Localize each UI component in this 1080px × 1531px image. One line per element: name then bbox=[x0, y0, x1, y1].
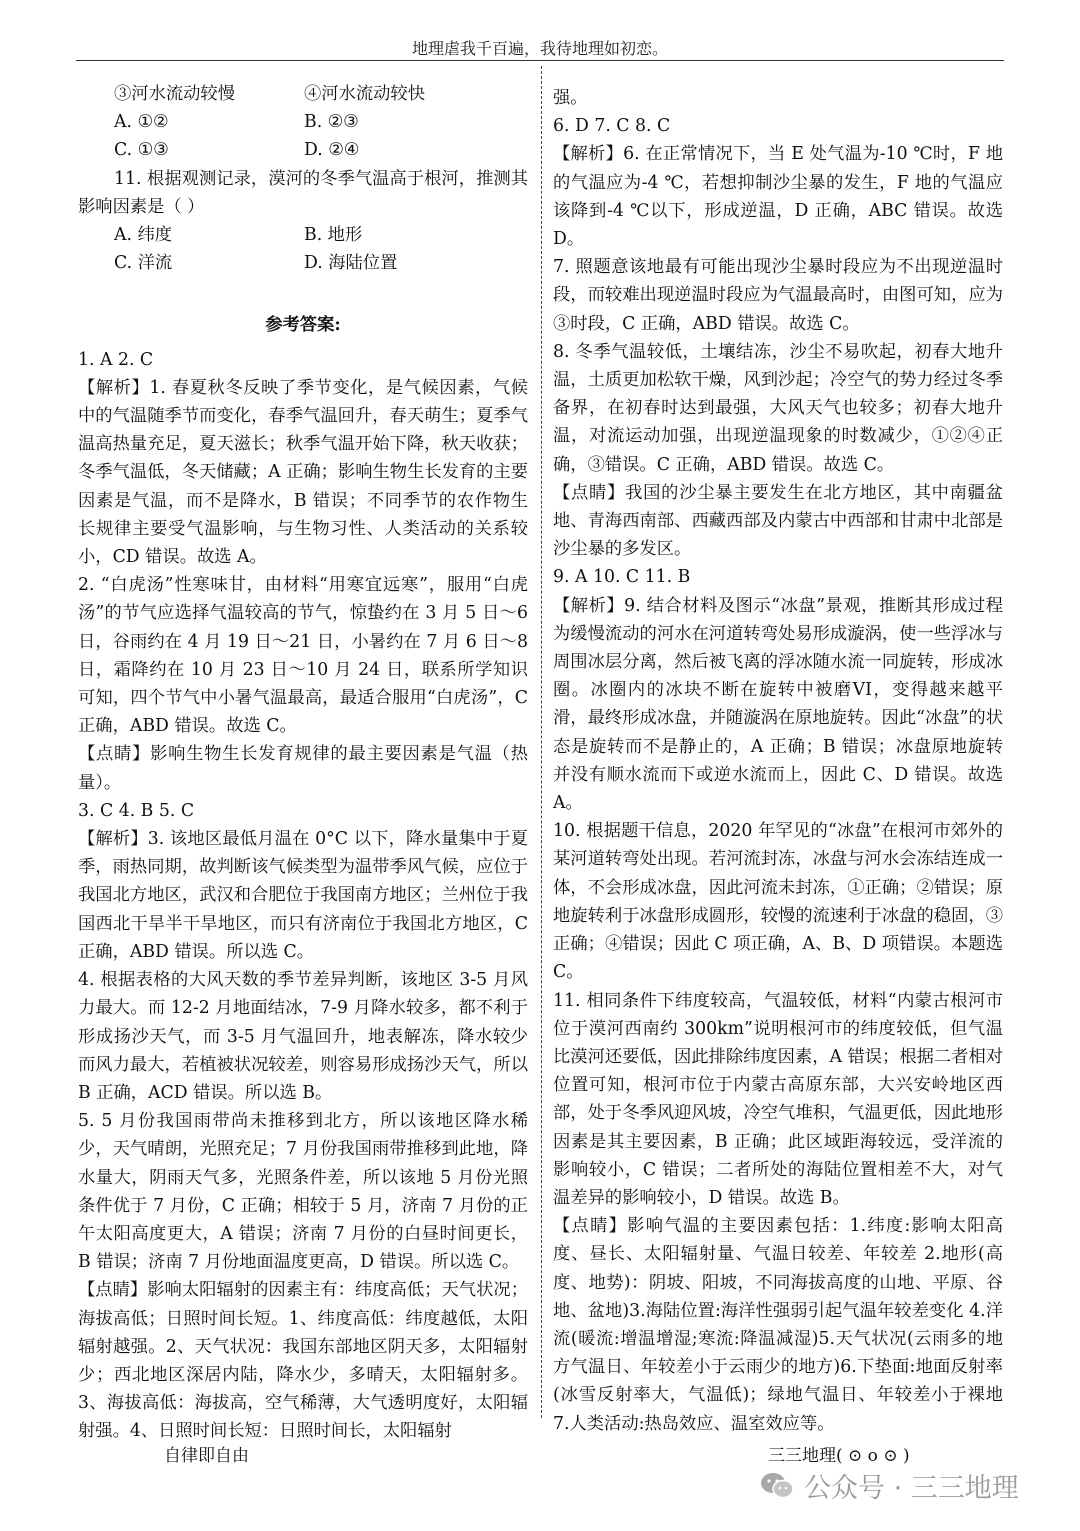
answer-para: 【点睛】影响气温的主要因素包括：1.纬度:影响太阳高度、昼长、太阳辐射量、气温日较差、年较差 2.地形(高度、地势)：阴坡、阳坡，不同海拔高度的山地、平原、谷地、盆地)3.海陆位置:海洋性强弱引起气温年较差变化 4.洋流(暖流:增温增湿;寒流:降温减湿)5.天气状况(云雨多的地方气温日、年较差小于云雨少的地方)6.下垫面:地面反射率(冰雪反射率大，气温低)；绿地气温日、年较差小于裸地 7.人类活动:热岛效应、温室效应等。 bbox=[553, 1216, 1003, 1434]
option: D. 海陆位置 bbox=[304, 253, 398, 274]
answer-para: 10. 根据题干信息，2020 年罕见的“冰盘”在根河市郊外的某河道转弯处出现。若河流封冻，冰盘与河水会冻结连成一体，不会形成冰盘，因此河流未封冻，①正确；②错误；原地旋转利于冰盘形成圆形，较慢的流速利于冰盘的稳固，③正确；④错误；因此 C 项正确，A、B、D 项错误。本题选 C。 bbox=[553, 821, 1003, 983]
answer-para: 【解析】3. 该地区最低月温在 0°C 以下，降水量集中于夏季，雨热同期，故判断该气候类型为温带季风气候，应位于我国北方地区，武汉和合肥位于我国南方地区；兰州位于我国西北干旱半干旱地区，而只有济南位于我国北方地区，C 正确，ABD 错误。所以选 C。 bbox=[78, 829, 528, 962]
answer-para: 【点睛】影响太阳辐射的因素主有：纬度高低；天气状况；海拔高低；日照时间长短。1、纬度高低：纬度越低，太阳辐射越强。2、天气状况：我国东部地区阴天多，太阳辐射少；西北地区深居内陆，降水少，多晴天，太阳辐射多。3、海拔高低：海拔高，空气稀薄，大气透明度好，太阳辐射强。4、日照时间长短：日照时间长，太阳辐射 bbox=[78, 1280, 528, 1442]
header-rule bbox=[76, 60, 1004, 61]
wechat-icon bbox=[760, 1472, 794, 1500]
answer-para: 强。 bbox=[553, 88, 588, 108]
answer-para: 9. A 10. C 11. B bbox=[553, 567, 691, 588]
option-row bbox=[78, 221, 528, 249]
footer-brand: 三三地理( ⊙ o ⊙ ) bbox=[768, 1446, 910, 1466]
answer-para: 【解析】6. 在正常情况下，当 E 处气温为-10 ℃时，F 地的气温应为-4 ℃，若想抑制沙尘暴的发生，F 地的气温应该降到-4 ℃以下，形成逆温，D 正确，ABC 错误。故选 D。 bbox=[553, 144, 1003, 250]
right-column bbox=[553, 84, 1003, 1438]
option: D. ②④ bbox=[304, 140, 360, 161]
left-column bbox=[78, 80, 528, 1446]
option: B. 地形 bbox=[304, 225, 363, 246]
option: C. 洋流 bbox=[114, 253, 173, 274]
watermark-text: 公众号 · 三三地理 bbox=[804, 1473, 1019, 1504]
option: A. 纬度 bbox=[114, 225, 173, 246]
answer-para: 8. 冬季气温较低，土壤结冻，沙尘不易吹起，初春大地升温，土质更加松软干燥，风到沙起；冷空气的势力经过冬季备界，在初春时达到最强，大风天气也较多；初春大地升温，对流运动加强，出现逆温现象的时数减少，①②④正确，③错误。C 正确，ABD 错误。故选 C。 bbox=[553, 341, 1003, 475]
option: ③河水流动较慢 bbox=[114, 84, 235, 104]
answer-para: 【解析】9. 结合材料及图示“冰盘”景观，推断其形成过程为缓慢流动的河水在河道转弯处易形成漩涡，使一些浮冰与周围冰层分离，然后被飞离的浮冰随水流一同旋转，形成冰圈。冰圈内的冰块不断在旋转中被磨VI，变得越来越平滑，最终形成冰盘，并随漩涡在原地旋转。因此“冰盘”的状态是旋转而不是静止的，A 正确；B 错误；冰盘原地旋转并没有顺水流而下或逆水流而上，因此 C、D 错误。故选 A。 bbox=[553, 595, 1003, 814]
answer-para: 【解析】1. 春夏秋冬反映了季节变化，是气候因素，气候中的气温随季节而变化，春季气温回升，春天萌生；夏季气温高热量充足，夏天滋长；秋季气温开始下降，秋天收获；冬季气温低，冬天储藏；A 正确；影响生物生长发育的主要因素是气温，而不是降水，B 错误；不同季节的农作物生长规律主要受气温影响，与生物习性、人类活动的关系较小，CD 错误。故选 A。 bbox=[78, 377, 529, 568]
option: C. ①③ bbox=[114, 140, 169, 161]
answer-para: 3. C 4. B 5. C bbox=[78, 800, 195, 821]
option-row bbox=[78, 136, 528, 164]
column-divider bbox=[541, 66, 542, 1418]
answer-para: 6. D 7. C 8. C bbox=[553, 116, 671, 137]
question-11-stem: 11. 根据观测记录，漠河的冬季气温高于根河，推测其影响因素是（ ） bbox=[78, 168, 528, 217]
footer-motto: 自律即自由 bbox=[164, 1446, 249, 1466]
option: B. ②③ bbox=[304, 112, 359, 133]
answer-para: 4. 根据表格的大风天数的季节差异判断，该地区 3-5 月风力最大。而 12-2 月地面结冰，7-9 月降水较多，都不利于形成扬沙天气，而 3-5 月气温回升，地表解冻，降水较少而风力最大，若植被状况较差，则容易形成扬沙天气，所以 B 正确，ACD 错误。所以选 B。 bbox=[78, 970, 528, 1103]
watermark bbox=[760, 1466, 1019, 1505]
option: ④河水流动较快 bbox=[304, 84, 425, 104]
answer-para: 11. 相同条件下纬度较高，气温较低，材料“内蒙古根河市位于漠河西南约 300km”说明根河市的纬度较低，但气温比漠河还要低，因此排除纬度因素，A 错误；根据二者相对位置可知，根河市位于内蒙古高原东部，大兴安岭地区西部，处于冬季风迎风坡，冷空气堆积，气温更低，因此地形因素是其主要因素，B 正确；此区域距海较远，受洋流的影响较小，C 错误；二者所处的海陆位置相差不大，对气温差异的影响较小，D 错误。故选 B。 bbox=[553, 990, 1004, 1208]
answer-para: 【点睛】我国的沙尘暴主要发生在北方地区，其中南疆盆地、青海西南部、西藏西部及内蒙古中西部和甘肃中北部是沙尘暴的多发区。 bbox=[553, 482, 1003, 560]
option-row bbox=[78, 80, 528, 108]
option-row bbox=[78, 249, 528, 277]
answer-para: 7. 照题意该地最有可能出现沙尘暴时段应为不出现逆温时段，而较难出现逆温时段应为气温最高时，由图可知，应为③时段，C 正确，ABD 错误。故选 C。 bbox=[553, 257, 1003, 334]
answer-para: 2. “白虎汤”性寒味甘，由材料“用寒宜远寒”，服用“白虎汤”的节气应选择气温较高的节气，惊蛰约在 3 月 5 日～6 日，谷雨约在 4 月 19 日～21 日，小暑约在 7 月 6 日～8 日，霜降约在 10 月 23 日～10 月 24 日，联系所学知识可知，四个节气中小暑气温最高，最适合服用“白虎汤”，C 正确，ABD 错误。故选 C。 bbox=[78, 575, 528, 737]
option: A. ①② bbox=[114, 112, 169, 133]
answers-title: 参考答案: bbox=[265, 315, 341, 336]
option-row bbox=[78, 108, 528, 136]
answer-para: 1. A 2. C bbox=[78, 349, 154, 370]
page-header: 地理虐我千百遍，我待地理如初恋。 bbox=[411, 39, 668, 58]
answer-para: 5. 5 月份我国雨带尚未推移到北方，所以该地区降水稀少，天气晴朗，光照充足；7 月份我国雨带推移到此地，降水量大，阴雨天气多，光照条件差，所以该地 5 月份光照条件优于 7 月份，C 正确；相较于 5 月，济南 7 月份的正午太阳高度更大，A 错误；济南 7 月份的白昼时间更长，B 错误；济南 7 月份地面温度更高，D 错误。所以选 C。 bbox=[78, 1111, 528, 1273]
answer-para: 【点睛】影响生物生长发育规律的最主要因素是气温（热量）。 bbox=[78, 744, 528, 793]
